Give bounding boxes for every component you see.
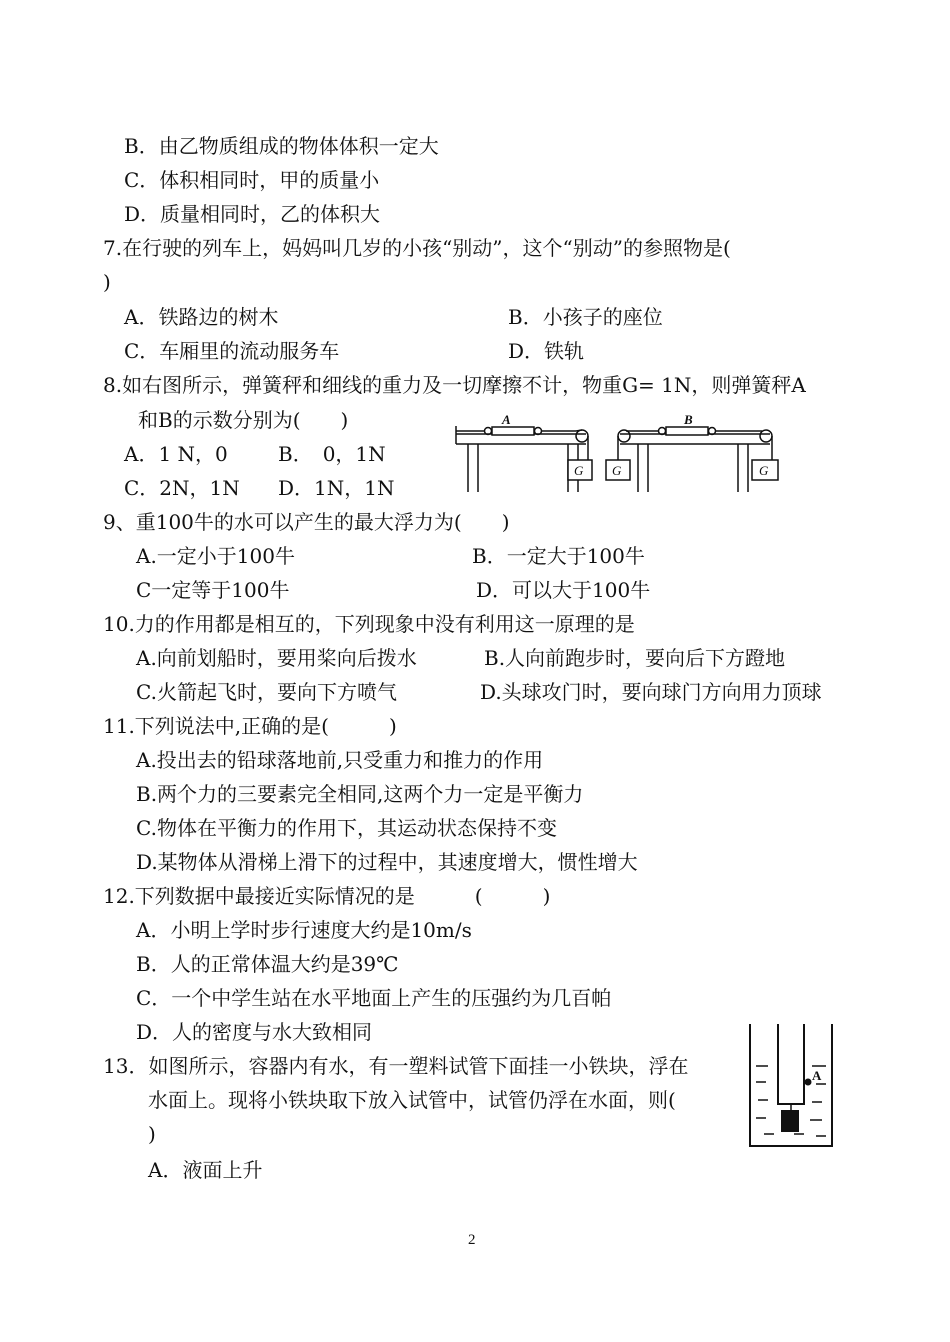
q10-option-a: A.向前划船时，要用桨向后拨水	[136, 646, 417, 670]
q8-stem-line1: 8.如右图所示，弹簧秤和细线的重力及一切摩擦不计，物重G= 1N，则弹簧秤A	[103, 373, 806, 397]
q11-option-b: B.两个力的三要素完全相同,这两个力一定是平衡力	[136, 782, 584, 806]
test-tube-container-figure	[746, 1022, 836, 1148]
q10-option-b: B.人向前跑步时，要向后下方蹬地	[484, 646, 786, 670]
q8-stem-line2: 和B的示数分别为( )	[138, 408, 349, 432]
q11-option-c: C.物体在平衡力的作用下，其运动状态保持不变	[136, 816, 557, 840]
q10-option-c: C.火箭起飞时，要向下方喷气	[136, 680, 397, 704]
q12-option-b: B．人的正常体温大约是39℃	[136, 952, 399, 976]
q11-option-d: D.某物体从滑梯上滑下的过程中，其速度增大，惯性增大	[136, 850, 638, 874]
q11-stem: 11.下列说法中,正确的是( )	[103, 714, 397, 738]
q13-figure-label: A	[812, 1068, 822, 1083]
q9-option-b: B．一定大于100牛	[472, 544, 645, 568]
q6-option-c: C．体积相同时，甲的质量小	[124, 168, 380, 192]
q12-option-a: A．小明上学时步行速度大约是10m/s	[136, 918, 472, 942]
q13-option-a: A．液面上升	[148, 1158, 263, 1182]
q8-option-d: D．1N，1N	[278, 476, 395, 500]
q7-stem-line1: 7.在行驶的列车上，妈妈叫几岁的小孩“别动”，这个“别动”的参照物是(	[103, 236, 731, 260]
spring-scale-b-setup	[606, 427, 778, 492]
q10-stem: 10.力的作用都是相互的，下列现象中没有利用这一原理的是	[103, 612, 635, 636]
q10-option-d: D.头球攻门时，要向球门方向用力顶球	[480, 680, 822, 704]
q6-option-d: D．质量相同时，乙的体积大	[124, 202, 381, 226]
q13-stem-line3: )	[148, 1122, 156, 1146]
q11-option-a: A.投出去的铅球落地前,只受重力和推力的作用	[136, 748, 544, 772]
weight-g-right-label: G	[759, 463, 769, 478]
q7-option-c: C．车厢里的流动服务车	[124, 339, 340, 363]
q13-stem-line2: 水面上。现将小铁块取下放入试管中，试管仍浮在水面，则(	[148, 1088, 676, 1112]
q9-option-a: A.一定小于100牛	[136, 544, 295, 568]
weight-g-mid-label: G	[612, 463, 622, 478]
q6-option-b: B．由乙物质组成的物体体积一定大	[124, 134, 439, 158]
q9-stem: 9、重100牛的水可以产生的最大浮力为( )	[103, 510, 510, 534]
spring-scale-figure	[448, 414, 788, 494]
q8-option-b: B． 0，1N	[278, 442, 386, 466]
spring-scale-b-label: B	[684, 414, 693, 427]
q7-option-a: A．铁路边的树木	[124, 305, 279, 329]
spring-scale-a-label: A	[502, 414, 511, 427]
q7-option-b: B．小孩子的座位	[508, 305, 663, 329]
iron-block-icon	[781, 1110, 799, 1132]
q9-option-d: D．可以大于100牛	[476, 578, 651, 602]
q12-option-c: C．一个中学生站在水平地面上产生的压强约为几百帕	[136, 986, 612, 1010]
q7-stem-line2: )	[103, 270, 111, 294]
q9-option-c: C一定等于100牛	[136, 578, 290, 602]
q8-option-c: C．2N，1N	[124, 476, 240, 500]
page-number: 2	[468, 1232, 476, 1248]
weight-g-left-label: G	[574, 463, 584, 478]
q12-option-d: D．人的密度与水大致相同	[136, 1020, 373, 1044]
spring-scale-a-setup	[456, 426, 592, 492]
q8-option-a: A．1 N，0	[124, 442, 228, 466]
q12-stem: 12.下列数据中最接近实际情况的是 ( )	[103, 884, 551, 908]
q13-stem-line1: 13．如图所示，容器内有水，有一塑料试管下面挂一小铁块，浮在	[103, 1054, 689, 1078]
q7-option-d: D．铁轨	[508, 339, 585, 363]
